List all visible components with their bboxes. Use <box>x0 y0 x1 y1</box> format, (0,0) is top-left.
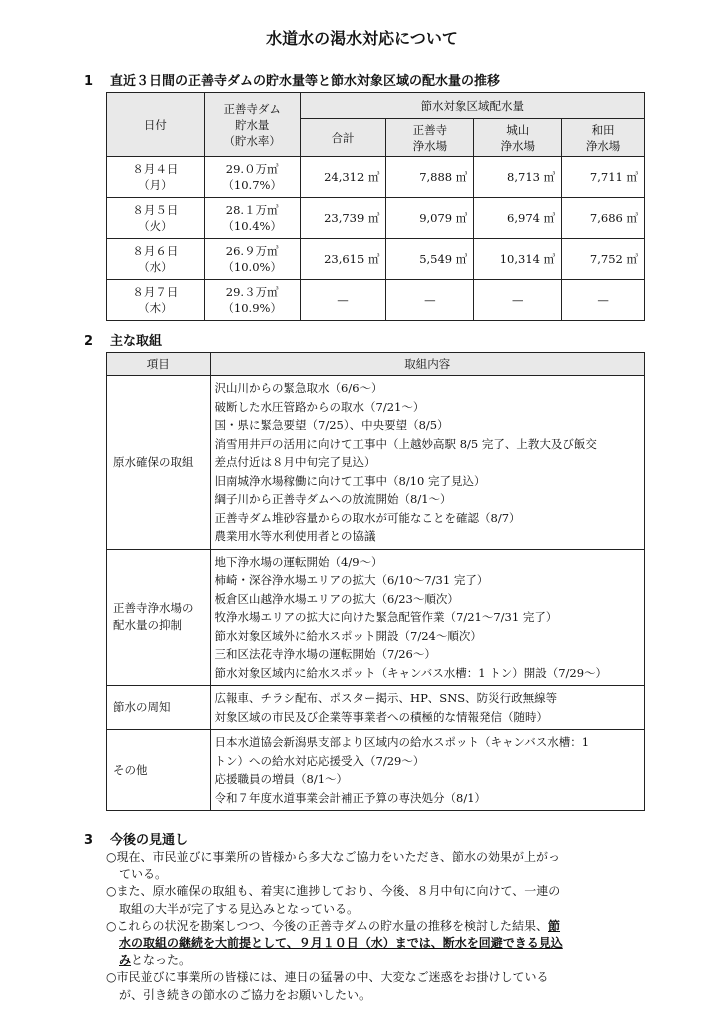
content-line: 柿崎・深谷浄水場エリアの拡大（6/10～7/31 完了） <box>214 573 489 587</box>
plant3-cell: — <box>562 280 645 321</box>
content-line: 板倉区山越浄水場エリアの拡大（6/23～順次） <box>214 591 459 606</box>
plant2-cell: 8,713 ㎥ <box>474 157 562 198</box>
section1-number: 1 <box>84 74 94 89</box>
rate-text: （10.0%） <box>222 260 282 274</box>
section2-heading-text: 主な取組 <box>110 334 163 349</box>
day-text: （月） <box>138 178 173 192</box>
table-row <box>107 280 645 321</box>
content-line: 正善寺ダム堆砂容量からの取水が可能なことを確認（8/7） <box>214 510 521 525</box>
content-line: 沢山川からの緊急取水（6/6～） <box>214 381 383 395</box>
section1-heading <box>84 70 500 89</box>
item-text: 節水の周知 <box>113 700 171 714</box>
header-content: 取組内容 <box>210 353 644 376</box>
total-cell: 23,739 ㎥ <box>300 198 386 239</box>
date-text: ８月５日 <box>132 203 179 217</box>
header-dam-line1: 正善寺ダム <box>223 101 281 116</box>
table-row <box>107 376 645 550</box>
header-date: 日付 <box>107 93 205 157</box>
table-row <box>107 239 645 280</box>
dam-cell <box>204 280 300 321</box>
content-cell <box>210 549 644 686</box>
content-line: 綱子川から正善寺ダムへの放流開始（8/1～） <box>214 492 452 506</box>
outlook-text <box>106 849 566 1004</box>
total-cell: — <box>300 280 386 321</box>
table-row <box>107 198 645 239</box>
content-line: 旧南城浄水場稼働に向けて工事中（8/10 完了見込） <box>214 473 486 488</box>
day-text: （火） <box>138 219 173 233</box>
header-plant2-line1: 城山 <box>506 122 530 137</box>
header-dam-line3: （貯水率） <box>223 133 281 148</box>
day-text: （水） <box>138 260 173 274</box>
content-line: 対象区域の市民及び企業等事業者への積極的な情報発信（随時） <box>214 709 549 724</box>
date-cell <box>107 157 205 198</box>
rate-text: （10.9%） <box>222 301 282 315</box>
page-title: 水道水の渇水対応について <box>266 29 458 48</box>
outlook-paragraph: ○現在、市民並びに事業所の皆様から多大なご協力をいただき、節水の効果が上がっている。 <box>106 850 560 882</box>
header-dam <box>204 93 300 157</box>
content-line: 令和７年度水道事業会計補正予算の専決処分（8/1） <box>214 790 487 805</box>
table-row <box>107 686 645 730</box>
content-cell <box>210 686 644 730</box>
content-line: 広報車、チラシ配布、ポスター掲示、HP、SNS、防災行政無線等 <box>214 691 558 705</box>
content-cell <box>210 376 644 550</box>
table-row <box>107 730 645 811</box>
plant2-cell: 10,314 ㎥ <box>474 239 562 280</box>
reservoir-table <box>106 92 645 321</box>
outlook-paragraph <box>106 918 566 970</box>
content-line: トン）への給水対応応援受入（7/29～） <box>214 753 425 768</box>
item-cell <box>107 376 211 550</box>
item-cell <box>107 549 211 686</box>
header-plant1-line2: 浄水場 <box>412 138 448 153</box>
section2-number: 2 <box>84 334 94 349</box>
outlook-text-span: となった。 <box>131 953 192 968</box>
content-line: 三和区法花寺浄水場の運転開始（7/26～） <box>214 647 436 661</box>
content-line: 応援職員の増員（8/1～） <box>214 772 349 786</box>
content-line: 節水対象区域内に給水スポット（キャンバス水槽：1 トン）開設（7/29～） <box>214 665 608 680</box>
date-text: ８月７日 <box>132 285 179 299</box>
rate-text: （10.7%） <box>222 178 282 192</box>
dam-cell <box>204 239 300 280</box>
content-line: 消雪用井戸の活用に向けて工事中（上越妙高駅 8/5 完了、上教大及び飯交 <box>214 436 597 451</box>
content-line: 農業用水等水利使用者との協議 <box>214 529 376 543</box>
outlook-paragraph: ○市民並びに事業所の皆様には、連日の猛暑の中、大変なご迷惑をお掛けしているが、引き続きの節水のご協力をお願いしたい。 <box>106 970 549 1002</box>
header-plant1-line1: 正善寺 <box>412 122 448 137</box>
section3-number: 3 <box>84 833 94 848</box>
total-cell: 24,312 ㎥ <box>300 157 386 198</box>
dam-cell <box>204 198 300 239</box>
volume-text: 26.９万㎥ <box>225 244 279 258</box>
volume-text: 28.１万㎥ <box>225 203 279 217</box>
content-line: 破断した水圧管路からの取水（7/21～） <box>214 399 425 414</box>
item-cell <box>107 730 211 811</box>
plant1-cell: 5,549 ㎥ <box>386 239 474 280</box>
outlook-emphasis: 節水の取組の継続を大前提として、９月１０日（水）までは、断水を回避できる見込み <box>119 918 563 968</box>
plant2-cell: — <box>474 280 562 321</box>
outlook-paragraph: ○また、原水確保の取組も、着実に進捗しており、今後、８月中旬に向けて、一連の取組の大半が完了する見込みとなっている。 <box>106 884 561 916</box>
content-line: 国・県に緊急要望（7/25）、中央要望（8/5） <box>214 418 449 432</box>
date-text: ８月４日 <box>132 162 179 176</box>
table-row <box>107 549 645 686</box>
plant3-cell: 7,752 ㎥ <box>562 239 645 280</box>
plant1-cell: 9,079 ㎥ <box>386 198 474 239</box>
item-text: その他 <box>113 762 148 777</box>
item-cell <box>107 686 211 730</box>
item-text: 原水確保の取組 <box>113 454 194 469</box>
date-cell <box>107 239 205 280</box>
plant2-cell: 6,974 ㎥ <box>474 198 562 239</box>
header-total: 合計 <box>300 119 386 157</box>
section3-heading <box>84 829 188 848</box>
section2-heading <box>84 330 162 349</box>
actions-table <box>106 352 645 811</box>
header-plant3 <box>562 119 645 157</box>
header-plant3-line2: 浄水場 <box>585 138 621 153</box>
section3-heading-text: 今後の見通し <box>110 833 189 848</box>
header-plant2-line2: 浄水場 <box>500 138 535 153</box>
header-area: 節水対象区域配水量 <box>300 93 644 119</box>
header-item: 項目 <box>107 353 211 376</box>
date-text: ８月６日 <box>132 244 179 258</box>
content-line: 日本水道協会新潟県支部より区域内の給水スポット（キャンバス水槽：1 <box>214 735 590 749</box>
section1-heading-text: 直近３日間の正善寺ダムの貯水量等と節水対象区域の配水量の推移 <box>110 74 501 89</box>
header-plant3-line1: 和田 <box>591 122 615 137</box>
header-plant1 <box>386 119 474 157</box>
content-line: 地下浄水場の運転開始（4/9～） <box>214 554 383 569</box>
content-line: 節水対象区域外に給水スポット開設（7/24～順次） <box>214 628 482 643</box>
header-dam-line2: 貯水量 <box>234 117 270 132</box>
outlook-text-span: ○これらの状況を勘案しつつ、今後の正善寺ダムの貯水量の推移を検討した結果、 <box>106 918 548 933</box>
item-text: 配水量の抑制 <box>113 618 182 633</box>
item-text: 正善寺浄水場の <box>113 601 194 616</box>
dam-cell <box>204 157 300 198</box>
rate-text: （10.4%） <box>222 219 282 233</box>
date-cell <box>107 280 205 321</box>
total-cell: 23,615 ㎥ <box>300 239 386 280</box>
plant1-cell: 7,888 ㎥ <box>386 157 474 198</box>
date-cell <box>107 198 205 239</box>
day-text: （木） <box>138 301 173 315</box>
volume-text: 29.３万㎥ <box>225 285 279 299</box>
plant3-cell: 7,686 ㎥ <box>562 198 645 239</box>
plant3-cell: 7,711 ㎥ <box>562 157 645 198</box>
content-cell <box>210 730 644 811</box>
content-line: 牧浄水場エリアの拡大に向けた緊急配管作業（7/21～7/31 完了） <box>214 610 558 624</box>
content-line: 差点付近は８月中旬完了見込） <box>214 455 376 469</box>
table-row <box>107 157 645 198</box>
header-plant2 <box>474 119 562 157</box>
volume-text: 29.０万㎥ <box>225 162 279 176</box>
plant1-cell: — <box>386 280 474 321</box>
